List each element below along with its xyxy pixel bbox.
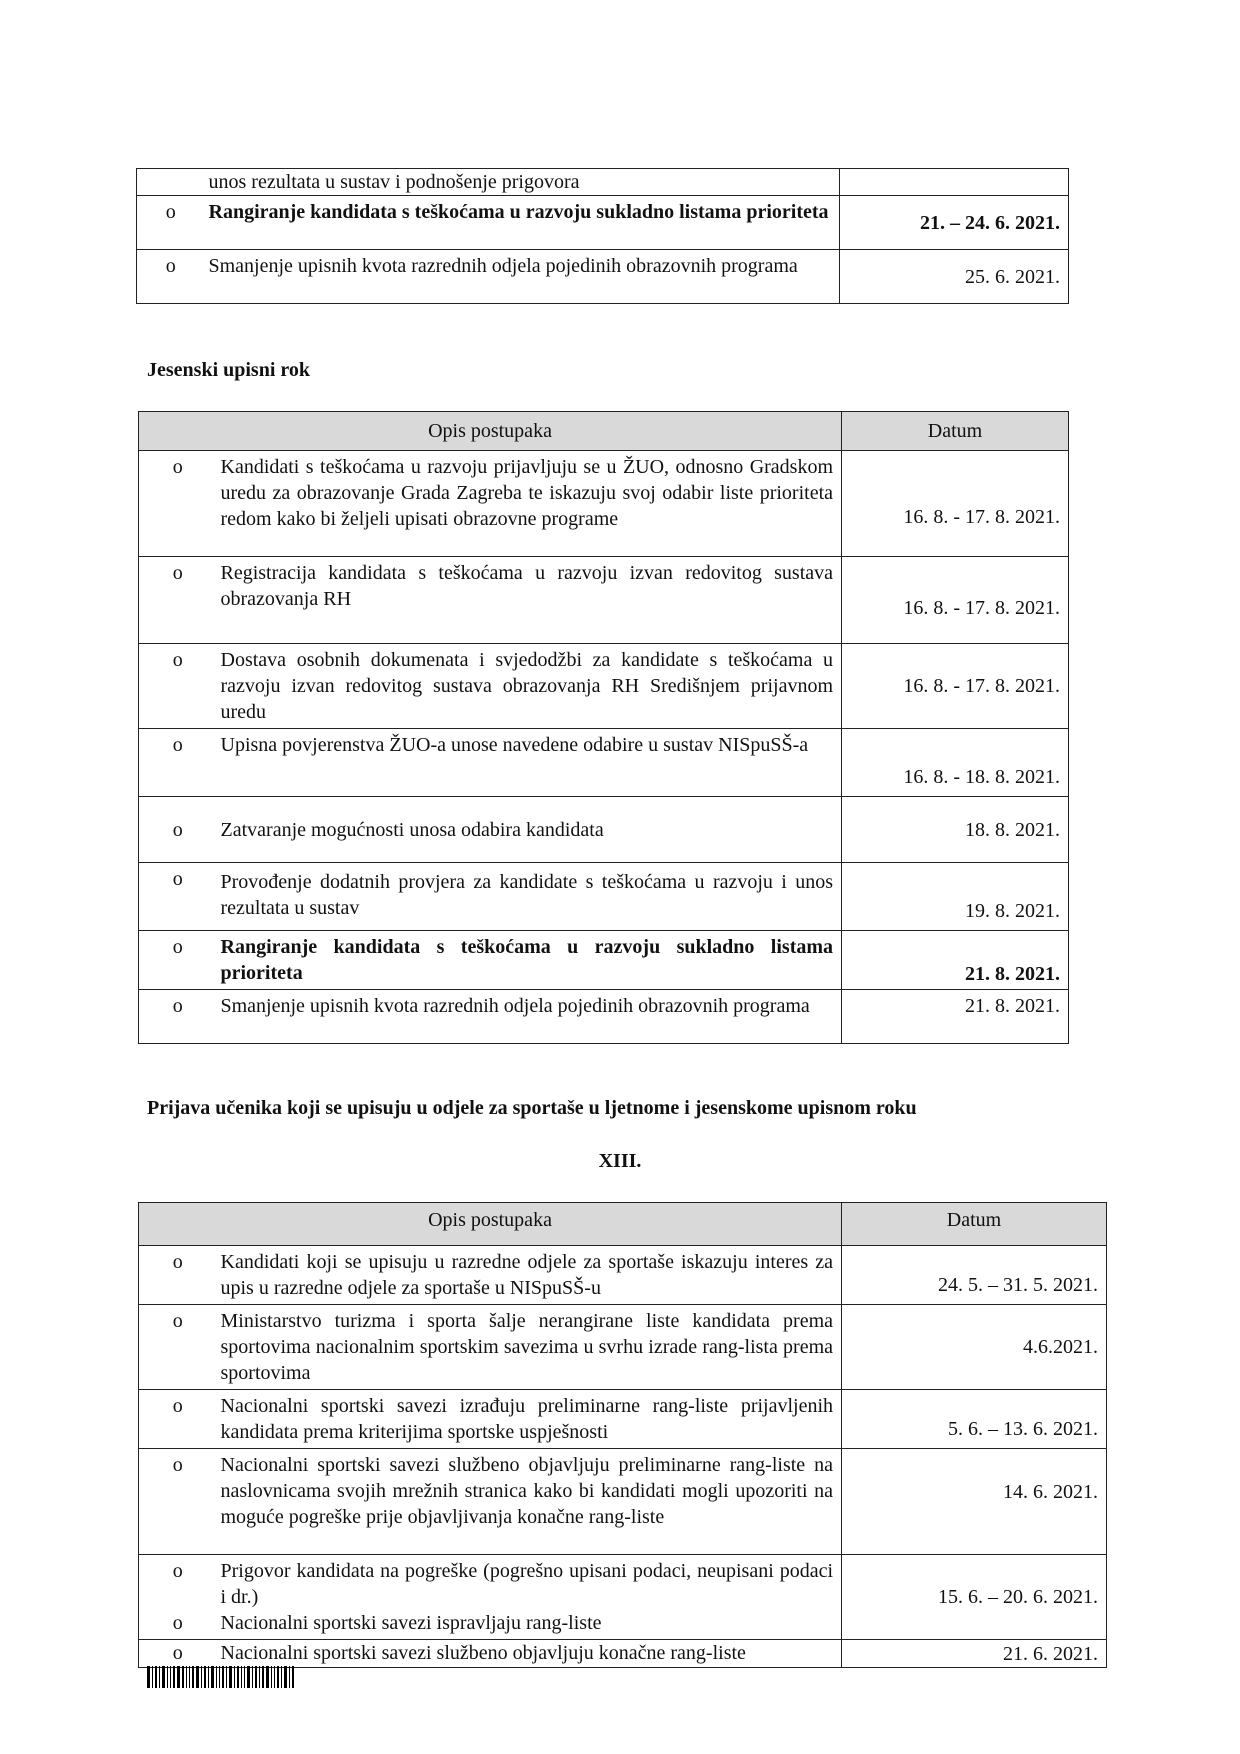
row-description: Smanjenje upisnih kvota razrednih odjela pojedinih obrazovnih programa <box>217 990 842 1044</box>
table-row <box>137 250 1069 304</box>
row-description-part: Nacionalni sportski savezi ispravljaju rang-liste <box>220 1612 602 1634</box>
row-date: 16. 8. - 17. 8. 2021. <box>842 644 1069 729</box>
row-description: Dostava osobnih dokumenata i svjedodžbi za kandidate s teškoćama u razvoju izvan redovitog sustava obrazovanja RH Središnjem prijavnom uredu <box>217 644 842 729</box>
barcode-graphic <box>147 1666 296 1688</box>
header-description: Opis postupaka <box>139 1203 842 1246</box>
table-row <box>139 1246 1107 1305</box>
row-date: 21. 8. 2021. <box>842 931 1069 990</box>
row-bullet: o <box>139 797 217 863</box>
row-bullet: o <box>139 729 217 797</box>
row-description: Nacionalni sportski savezi službeno objavljuju konačne rang-liste <box>217 1640 842 1668</box>
row-description <box>217 1555 842 1640</box>
row-description: Ministarstvo turizma i sporta šalje nerangirane liste kandidata prema sportovima nacionalnim sportskim savezima u svrhu izrade rang-lista prema sportovima <box>217 1305 842 1390</box>
row-description-part: Prigovor kandidata na pogreške (pogrešno upisani podaci, neupisani podaci i dr.) <box>220 1560 834 1608</box>
row-bullet: o <box>172 1612 183 1634</box>
table-row <box>139 931 1069 990</box>
row-bullet: o <box>139 1640 217 1668</box>
row-bullet: o <box>139 990 217 1044</box>
row-date: 5. 6. – 13. 6. 2021. <box>842 1390 1107 1449</box>
section-number: XIII. <box>598 1150 642 1172</box>
row-bullet: o <box>137 196 205 250</box>
row-description: Kandidati s teškoćama u razvoju prijavljuju se u ŽUO, odnosno Gradskom uredu za obrazovanje Grada Zagreba te iskazuju svoj odabir liste prioriteta redom kako bi željeli upisati obrazovne programe <box>217 451 842 557</box>
row-bullet <box>137 169 205 196</box>
row-date: 21. 8. 2021. <box>842 990 1069 1044</box>
row-bullet: o <box>139 1390 217 1449</box>
table-row <box>137 196 1069 250</box>
row-description: Registracija kandidata s teškoćama u razvoju izvan redovitog sustava obrazovanja RH <box>217 557 842 644</box>
table-row <box>139 729 1069 797</box>
row-date: 19. 8. 2021. <box>842 863 1069 931</box>
continued-table <box>136 168 1069 304</box>
row-date: 21. – 24. 6. 2021. <box>840 196 1069 250</box>
table-row <box>139 1305 1107 1390</box>
row-bullet: o <box>139 931 217 990</box>
table-row <box>139 1449 1107 1555</box>
header-description: Opis postupaka <box>139 412 842 451</box>
row-bullet: o <box>139 1449 217 1555</box>
row-date: 16. 8. - 17. 8. 2021. <box>842 451 1069 557</box>
sport-table <box>138 1202 1107 1668</box>
header-date: Datum <box>842 412 1069 451</box>
row-date: 18. 8. 2021. <box>842 797 1069 863</box>
row-description: Smanjenje upisnih kvota razrednih odjela pojedinih obrazovnih programa <box>205 250 840 304</box>
row-description: Rangiranje kandidata s teškoćama u razvoju sukladno listama prioriteta <box>205 196 840 250</box>
row-description: Upisna povjerenstva ŽUO-a unose navedene odabire u sustav NISpuSŠ-a <box>217 729 842 797</box>
table-row <box>139 1640 1107 1668</box>
section-heading-autumn: Jesenski upisni rok <box>147 359 311 381</box>
table-row <box>139 1555 1107 1640</box>
row-date: 21. 6. 2021. <box>842 1640 1107 1668</box>
row-bullet: o <box>139 863 217 931</box>
row-date <box>840 169 1069 196</box>
section-heading-sport: Prijava učenika koji se upisuju u odjele za sportaše u ljetnome i jesenskome upisnom roku <box>147 1097 917 1119</box>
row-description: Nacionalni sportski savezi izrađuju preliminarne rang-liste prijavljenih kandidata prema kriterijima sportske uspješnosti <box>217 1390 842 1449</box>
autumn-table <box>138 411 1069 1044</box>
row-date: 4.6.2021. <box>842 1305 1107 1390</box>
header-date: Datum <box>842 1203 1107 1246</box>
row-description: unos rezultata u sustav i podnošenje prigovora <box>205 169 840 196</box>
row-date: 24. 5. – 31. 5. 2021. <box>842 1246 1107 1305</box>
table-row <box>139 557 1069 644</box>
row-bullet: o <box>137 250 205 304</box>
row-bullet: o <box>139 1305 217 1390</box>
row-date: 25. 6. 2021. <box>840 250 1069 304</box>
row-date: 15. 6. – 20. 6. 2021. <box>842 1555 1107 1640</box>
table-row <box>139 1390 1107 1449</box>
table-row <box>139 990 1069 1044</box>
row-bullet: o <box>172 1560 183 1582</box>
row-date: 16. 8. - 17. 8. 2021. <box>842 557 1069 644</box>
row-date: 16. 8. - 18. 8. 2021. <box>842 729 1069 797</box>
table-row <box>139 797 1069 863</box>
row-bullet: o <box>139 451 217 557</box>
row-bullet: o <box>139 1246 217 1305</box>
row-description: Nacionalni sportski savezi službeno objavljuju preliminarne rang-liste na naslovnicama svojih mrežnih stranica kako bi kandidati mogli upozoriti na moguće pogreške prije objavljivanja konačne rang-liste <box>217 1449 842 1555</box>
row-description: Kandidati koji se upisuju u razredne odjele za sportaše iskazuju interes za upis u razredne odjele za sportaše u NISpuSŠ-u <box>217 1246 842 1305</box>
row-bullet: o <box>139 557 217 644</box>
row-bullet <box>139 1555 217 1640</box>
row-description: Provođenje dodatnih provjera za kandidate s teškoćama u razvoju i unos rezultata u sustav <box>217 863 842 931</box>
table-header-row <box>139 412 1069 451</box>
table-row <box>139 644 1069 729</box>
row-date: 14. 6. 2021. <box>842 1449 1107 1555</box>
table-header-row <box>139 1203 1107 1246</box>
table-row <box>139 451 1069 557</box>
table-row <box>139 863 1069 931</box>
row-description: Rangiranje kandidata s teškoćama u razvoju sukladno listama prioriteta <box>217 931 842 990</box>
row-description: Zatvaranje mogućnosti unosa odabira kandidata <box>217 797 842 863</box>
table-row <box>137 169 1069 196</box>
row-bullet: o <box>139 644 217 729</box>
